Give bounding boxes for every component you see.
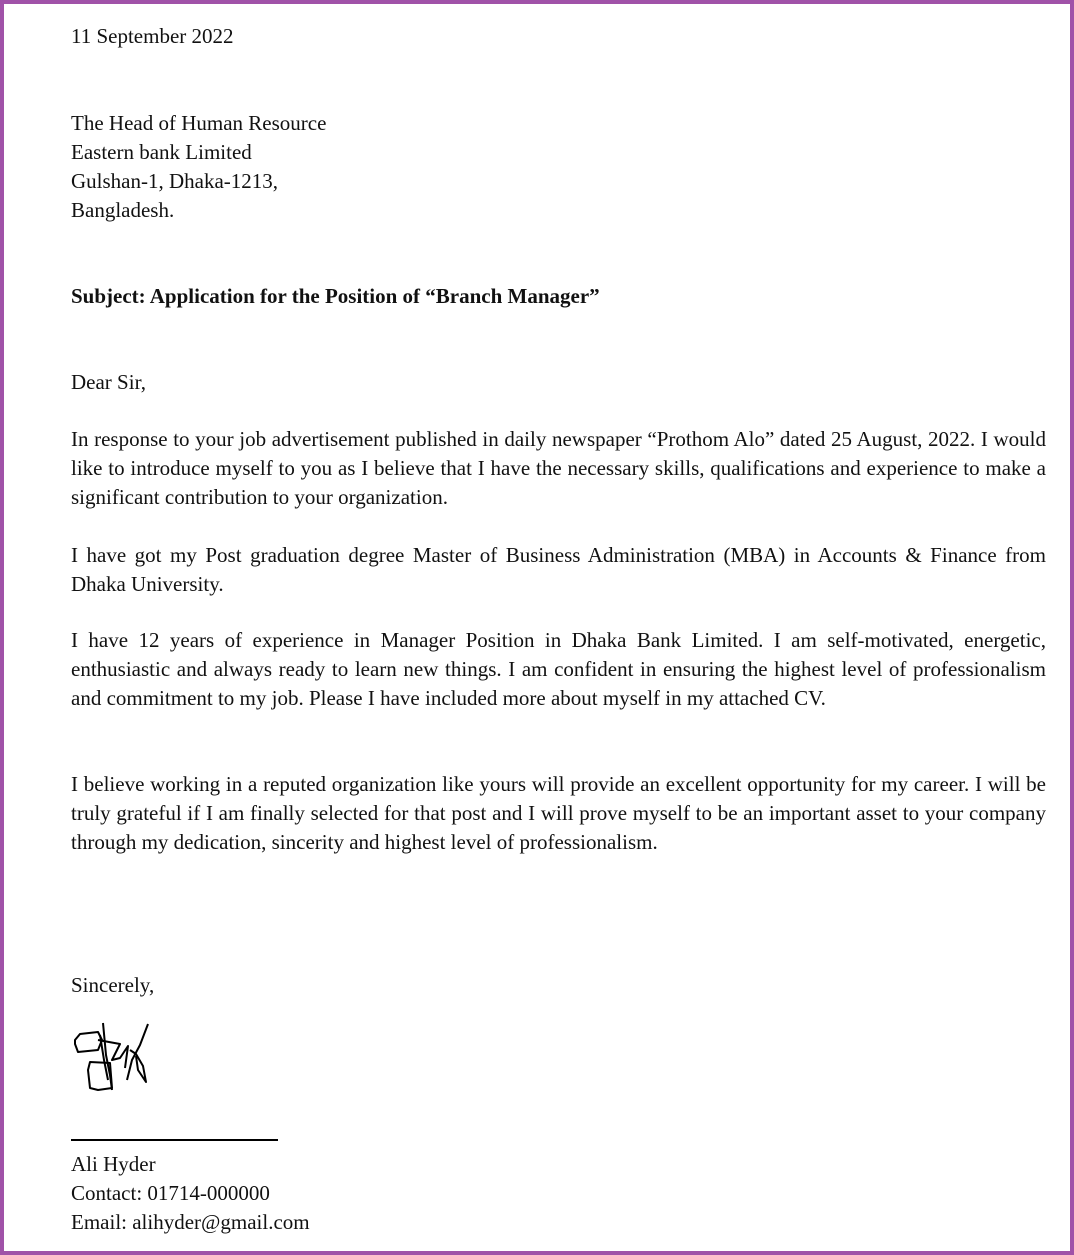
recipient-line: The Head of Human Resource	[71, 111, 327, 135]
body-paragraph: In response to your job advertisement published in daily newspaper “Prothom Alo” dated 25 August, 2022. I would like to introduce myself to you as I believe that I have the necessary skills, qualifications and experience to make a significant contribution to your organization.	[71, 427, 1046, 509]
sender-name: Ali Hyder	[71, 1152, 156, 1176]
subject-line: Subject: Application for the Position of “Branch Manager”	[71, 284, 600, 308]
sender-details	[71, 1150, 1046, 1237]
letter-date: 11 September 2022	[71, 24, 234, 48]
recipient-line: Gulshan-1, Dhaka-1213,	[71, 169, 279, 193]
recipient-address	[71, 109, 1046, 225]
sender-email: Email: alihyder@gmail.com	[71, 1210, 310, 1234]
body-paragraph: I have 12 years of experience in Manager Position in Dhaka Bank Limited. I am self-motivated, energetic, enthusiastic and always ready to learn new things. I am confident in ensuring the highest level of professionalism and commitment to my job. Please I have included more about myself in my attached CV.	[71, 628, 1046, 710]
recipient-line: Eastern bank Limited	[71, 140, 252, 164]
recipient-line: Bangladesh.	[71, 198, 175, 222]
handwritten-signature	[70, 1020, 165, 1095]
signature-line	[71, 1139, 278, 1141]
sender-contact: Contact: 01714-000000	[71, 1181, 270, 1205]
body-paragraph: I have got my Post graduation degree Master of Business Administration (MBA) in Accounts & Finance from Dhaka University.	[71, 543, 1046, 596]
body-paragraph: I believe working in a reputed organization like yours will provide an excellent opportunity for my career. I will be truly grateful if I am finally selected for that post and I will prove myself to be an important asset to your company through my dedication, sincerity and highest level of professionalism.	[71, 772, 1046, 854]
salutation: Dear Sir,	[71, 370, 146, 394]
closing: Sincerely,	[71, 973, 155, 997]
